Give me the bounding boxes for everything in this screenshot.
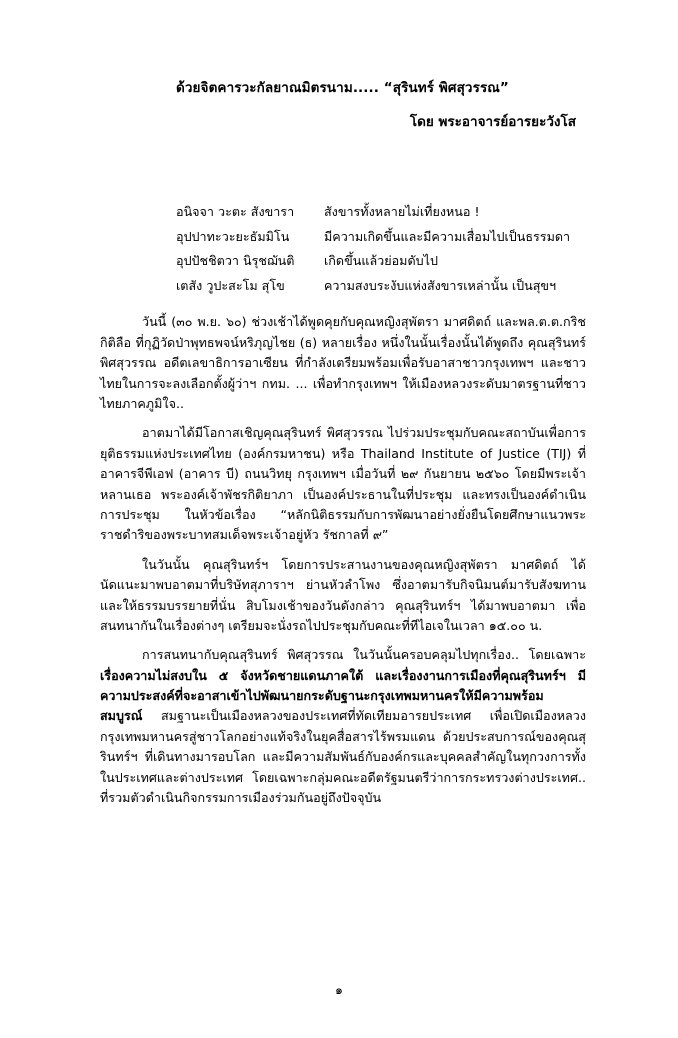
paragraph-run: วันนี้ (๓๐ พ.ย. ๖๐) ช่วงเช้าได้พูดคุยกับคุณหญิงสุพัตรา มาศดิตถ์ และพล.ต.ต.กริช กิติลือ ที่กุฏิวัดป่าพุทธพจน์หริภุญไชย (ธ) หลายเรื่อง หนึ่งในนั้นเรื่องนั้นได้พูดถึง คุณสุรินทร์ พิศสุวรรณ อดีตเลขาธิการอาเซียน ที่กำลังเตรียมพร้อมเพื่อรับอาสาชาวกรุงเทพฯ และชาวไทยในการจะลงเลือกตั้งผู้ว่าฯ กทม. ... เพื่อทำกรุงเทพฯ ให้เมืองหลวงระดับมาตรฐานที่ชาวไทยภาคภูมิใจ.. <box>100 314 586 411</box>
verse-block <box>0 200 678 298</box>
verse-line <box>176 200 678 225</box>
paragraph <box>100 423 586 545</box>
paragraph-run: ในวันนั้น คุณสุรินทร์ฯ โดยการประสานงานของคุณหญิงสุพัตรา มาศดิตถ์ ได้นัดแนะมาพบอาตมาที่บริษัทสุภาราฯ ย่านหัวลำโพง ซึ่งอาตมารับกิจนิมนต์มารับสังฆทานและให้ธรรมบรรยายที่นั่น สิบโมงเช้าของวันดังกล่าว คุณสุรินทร์ฯ ได้มาพบอาตมา เพื่อสนทนากันในเรื่องต่างๆ เตรียมจะนั่งรถไปประชุมกับคณะที่ทีไอเจในเวลา ๑๕.๐๐ น. <box>100 556 586 633</box>
page-number: ๑ <box>335 982 343 997</box>
verse-line <box>176 249 678 274</box>
paragraph <box>100 645 586 808</box>
verse-translation: ความสงบระงับแห่งสังขารเหล่านั้น เป็นสุขฯ <box>324 277 557 293</box>
verse-line <box>176 225 678 250</box>
verse-translation: เกิดขึ้นแล้วย่อมดับไป <box>324 253 438 269</box>
page-title: ด้วยจิตคารวะกัลยาณมิตรนาม..... “สุรินทร์ พิศสุวรรณ” <box>176 80 509 96</box>
title-block <box>0 78 678 132</box>
paragraph-run: อาตมาได้มีโอกาสเชิญคุณสุรินทร์ พิศสุวรรณ ไปร่วมประชุมกับคณะสถาบันเพื่อการยุติธรรมแห่งประเทศไทย (องค์กรมหาชน) หรือ Thailand Institute of Justice (TIJ) ที่อาคารจีพีเอฟ (อาคาร บี) ถนนวิทยุ กรุงเทพฯ เมื่อวันที่ ๒๙ กันยายน ๒๕๖๐ โดยมีพระเจ้าหลานเธอ พระองค์เจ้าพัชรกิติยาภา เป็นองค์ประธานในที่ประชุม และทรงเป็นองค์ดำเนินการประชุม ในหัวข้อเรื่อง “หลักนิติธรรมกับการพัฒนาอย่างยั่งยืนโดยศึกษาแนวพระราชดำริของพระบาทสมเด็จพระเจ้าอยู่หัว รัชกาลที่ ๙” <box>100 425 586 543</box>
verse-pali: เตสัง วูปะสะโม สุโข <box>176 277 285 293</box>
verse-translation: มีความเกิดขึ้นและมีความเสื่อมไปเป็นธรรมดา <box>324 228 571 244</box>
document-author: โดย พระอาจารย์อารยะวังโส <box>409 114 576 131</box>
body-text <box>0 312 678 808</box>
paragraph-run: การสนทนากับคุณสุรินทร์ พิศสุวรรณ ในวันนั้นครอบคลุมไปทุกเรื่อง.. โดยเฉพาะ <box>142 647 586 663</box>
verse-translation: สังขารทั้งหลายไม่เที่ยงหนอ ! <box>324 204 480 220</box>
paragraph-run-emphasis: เรื่องความไม่สงบใน ๕ จังหวัดชายแดนภาคใต้ และเรื่องงานการเมืองที่คุณสุรินทร์ฯ มีความประสงค์ที่จะอาสาเข้าไปพัฒนายกระดับฐานะกรุงเทพมหานครให้มีความพร้อมสมบูรณ์ <box>100 667 586 724</box>
verse-pali: อุปปัชชิตวา นิรุชฌันติ <box>176 253 295 269</box>
verse-pali: อุปปาทะวะยะธัมมิโน <box>176 228 290 244</box>
verse-pali: อนิจจา วะตะ สังขารา <box>176 204 295 220</box>
paragraph <box>100 555 586 637</box>
paragraph <box>100 312 586 414</box>
verse-line <box>176 274 678 299</box>
document-page <box>0 78 678 1038</box>
paragraph-run: สมฐานะเป็นเมืองหลวงของประเทศที่ทัดเทียมอารยประเทศ เพื่อเปิดเมืองหลวงกรุงเทพมหานครสู่ชาวโลกอย่างแท้จริงในยุคสื่อสารไร้พรมแดน ด้วยประสบการณ์ของคุณสุรินทร์ฯ ที่เดินทางมารอบโลก และมีความสัมพันธ์กับองค์กรและบุคคลสำคัญในทุกวงการทั้งในประเทศและต่างประเทศ โดยเฉพาะกลุ่มคณะอดีตรัฐมนตรีว่าการกระทรวงต่างประเทศ.. ที่รวมตัวดำเนินกิจกรรมการเมืองร่วมกันอยู่ถึงปัจจุบัน <box>100 708 586 806</box>
